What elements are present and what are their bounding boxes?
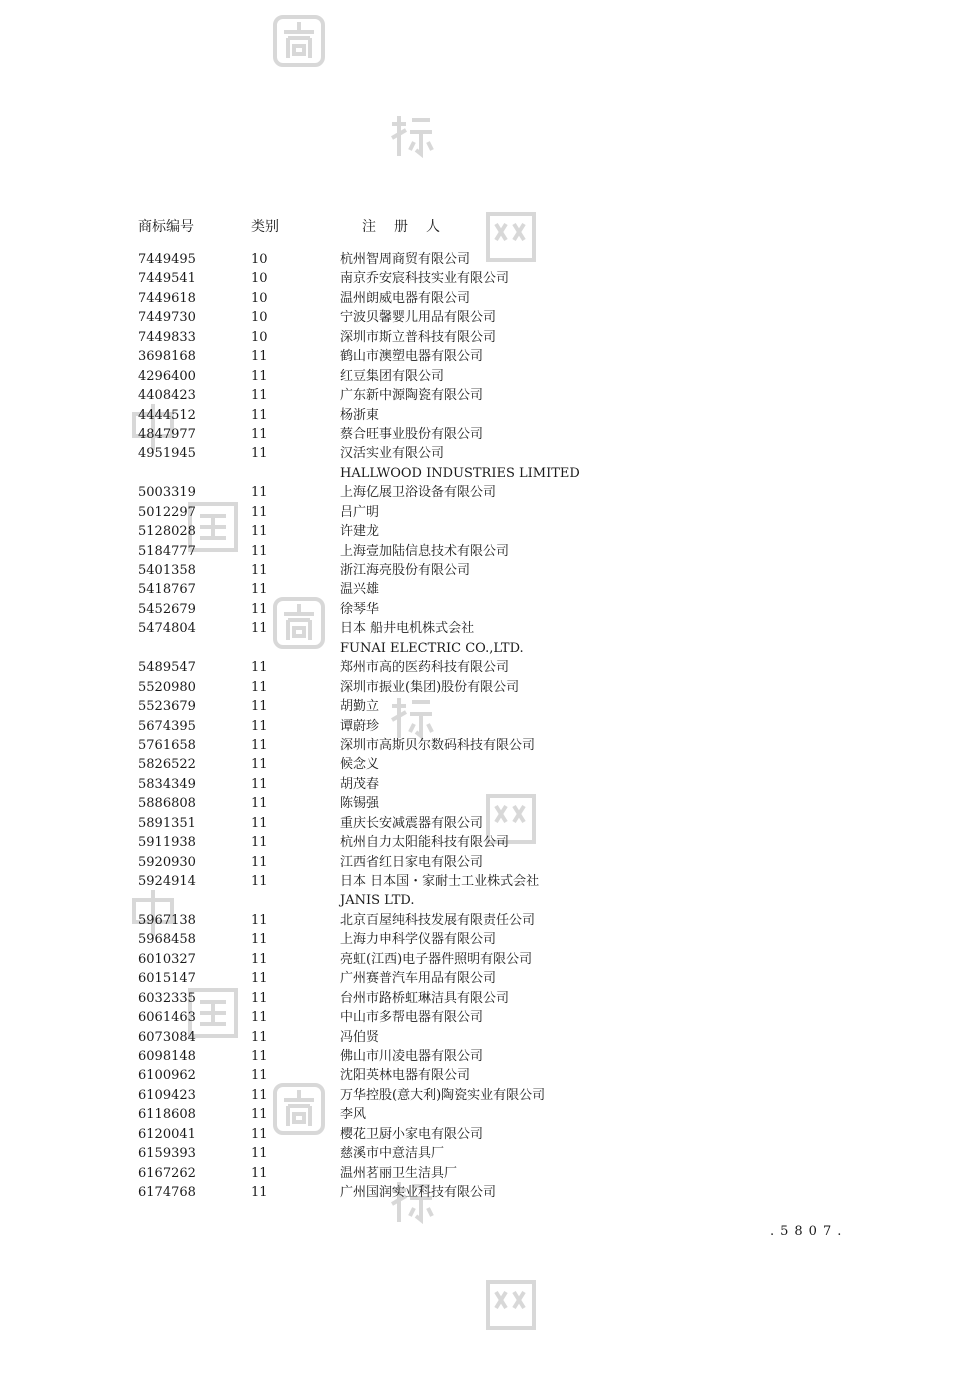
table-row xyxy=(0,600,980,619)
trademark-number: 6109423 xyxy=(138,1087,196,1103)
trademark-list xyxy=(0,250,980,1202)
registrant-name: 冯伯贤 xyxy=(340,1029,380,1045)
registrant-name: 温兴雄 xyxy=(340,582,380,598)
trademark-number: 6167262 xyxy=(138,1165,196,1181)
table-row xyxy=(0,367,980,386)
trademark-number: 5826522 xyxy=(138,757,196,773)
trademark-class: 11 xyxy=(251,660,268,676)
registrant-name: 吕广明 xyxy=(340,504,380,520)
table-row xyxy=(0,755,980,774)
table-row xyxy=(0,639,980,658)
trademark-class: 10 xyxy=(251,310,268,326)
trademark-number: 6015147 xyxy=(138,971,196,987)
registrant-name: 陈锡强 xyxy=(340,796,380,812)
trademark-class: 11 xyxy=(251,971,268,987)
trademark-class: 11 xyxy=(251,1068,268,1084)
header-number: 商标编号 xyxy=(138,219,194,235)
table-row xyxy=(0,891,980,910)
registrant-name: 温州茗丽卫生洁具厂 xyxy=(340,1165,458,1181)
trademark-class: 11 xyxy=(251,679,268,695)
trademark-number: 5184777 xyxy=(138,543,196,559)
trademark-number: 6159393 xyxy=(138,1146,196,1162)
table-row xyxy=(0,930,980,949)
table-row xyxy=(0,717,980,736)
trademark-class: 11 xyxy=(251,349,268,365)
registrant-name: 徐琴华 xyxy=(340,601,380,617)
trademark-number: 7449833 xyxy=(138,329,196,345)
table-row xyxy=(0,950,980,969)
table-row xyxy=(0,658,980,677)
trademark-class: 11 xyxy=(251,1087,268,1103)
table-row xyxy=(0,678,980,697)
trademark-number: 6010327 xyxy=(138,951,196,967)
registrant-name: JANIS LTD. xyxy=(340,893,415,909)
registrant-name: 台州市路桥虹琳洁具有限公司 xyxy=(340,990,510,1006)
trademark-number: 5452679 xyxy=(138,601,196,617)
table-row xyxy=(0,1144,980,1163)
registrant-name: 杭州自力太阳能科技有限公司 xyxy=(340,835,510,851)
registrant-name: 樱花卫厨小家电有限公司 xyxy=(340,1126,484,1142)
registrant-name: HALLWOOD INDUSTRIES LIMITED xyxy=(340,465,580,481)
registrant-name: 许建龙 xyxy=(340,524,380,540)
trademark-class: 11 xyxy=(251,524,268,540)
trademark-class: 11 xyxy=(251,912,268,928)
trademark-number: 5761658 xyxy=(138,737,196,753)
trademark-class: 11 xyxy=(251,1165,268,1181)
registrant-name: 汉活实业有限公司 xyxy=(340,446,445,462)
trademark-class: 11 xyxy=(251,1048,268,1064)
trademark-number: 5920930 xyxy=(138,854,196,870)
header-class: 类别 xyxy=(251,219,279,235)
trademark-number: 5911938 xyxy=(138,835,196,851)
trademark-number: 4444512 xyxy=(138,407,196,423)
trademark-class: 11 xyxy=(251,1146,268,1162)
trademark-number: 7449541 xyxy=(138,271,196,287)
trademark-class: 11 xyxy=(251,368,268,384)
registrant-name: 慈溪市中意洁具厂 xyxy=(340,1146,445,1162)
table-row xyxy=(0,464,980,483)
table-row xyxy=(0,1125,980,1144)
trademark-number: 6073084 xyxy=(138,1029,196,1045)
table-row xyxy=(0,814,980,833)
trademark-class: 11 xyxy=(251,874,268,889)
table-row xyxy=(0,794,980,813)
registrant-name: 蔡合旺事业股份有限公司 xyxy=(340,426,484,442)
table-row xyxy=(0,989,980,1008)
registrant-name: 宁波贝馨婴儿用品有限公司 xyxy=(340,310,497,326)
registrant-name: 谭蔚珍 xyxy=(340,718,380,734)
watermark-biao-icon xyxy=(384,110,438,164)
page-number: .5807. xyxy=(770,1224,848,1239)
trademark-class: 11 xyxy=(251,446,268,462)
trademark-class: 11 xyxy=(251,485,268,501)
trademark-class: 11 xyxy=(251,737,268,753)
registrant-name: 上海力申科学仪器有限公司 xyxy=(340,932,497,948)
table-row xyxy=(0,619,980,638)
trademark-class: 11 xyxy=(251,407,268,423)
table-row xyxy=(0,503,980,522)
trademark-class: 11 xyxy=(251,699,268,715)
trademark-number: 7449730 xyxy=(138,310,196,326)
trademark-class: 11 xyxy=(251,990,268,1006)
table-row xyxy=(0,483,980,502)
trademark-number: 5967138 xyxy=(138,912,196,928)
trademark-class: 10 xyxy=(251,271,268,287)
trademark-number: 7449618 xyxy=(138,290,196,306)
table-row xyxy=(0,1164,980,1183)
table-row xyxy=(0,1086,980,1105)
trademark-number: 4408423 xyxy=(138,388,196,404)
table-row xyxy=(0,580,980,599)
trademark-number: 6032335 xyxy=(138,990,196,1006)
trademark-number: 7449495 xyxy=(138,252,196,267)
registrant-name: 鹤山市澳塑电器有限公司 xyxy=(340,349,484,365)
registrant-name: 李风 xyxy=(340,1107,367,1123)
table-row xyxy=(0,269,980,288)
trademark-number: 5489547 xyxy=(138,660,196,676)
trademark-number: 6118608 xyxy=(138,1107,196,1123)
table-row xyxy=(0,1105,980,1124)
table-row xyxy=(0,1047,980,1066)
trademark-class: 11 xyxy=(251,1029,268,1045)
registrant-name: 上海壹加陆信息技术有限公司 xyxy=(340,543,510,559)
table-row xyxy=(0,833,980,852)
trademark-number: 4296400 xyxy=(138,368,196,384)
trademark-class: 11 xyxy=(251,796,268,812)
trademark-class: 11 xyxy=(251,563,268,578)
trademark-class: 11 xyxy=(251,835,268,851)
registrant-name: 中山市多帮电器有限公司 xyxy=(340,1010,484,1026)
table-row xyxy=(0,289,980,308)
trademark-number: 5834349 xyxy=(138,776,196,792)
registrant-name: 广州国润实业科技有限公司 xyxy=(340,1185,497,1200)
registrant-name: 南京乔安宸科技实业有限公司 xyxy=(340,271,510,287)
trademark-number: 5418767 xyxy=(138,582,196,598)
trademark-number: 5128028 xyxy=(138,524,196,540)
trademark-class: 11 xyxy=(251,582,268,598)
trademark-class: 10 xyxy=(251,290,268,306)
trademark-class: 11 xyxy=(251,776,268,792)
registrant-name: 上海亿展卫浴设备有限公司 xyxy=(340,485,497,501)
registrant-name: 郑州市高的医药科技有限公司 xyxy=(340,660,510,676)
registrant-name: 胡勤立 xyxy=(340,699,380,715)
table-row xyxy=(0,1008,980,1027)
trademark-class: 11 xyxy=(251,1010,268,1026)
registrant-name: 温州朗威电器有限公司 xyxy=(340,290,471,306)
table-row xyxy=(0,425,980,444)
trademark-number: 6174768 xyxy=(138,1185,196,1200)
trademark-class: 11 xyxy=(251,854,268,870)
registrant-name: FUNAI ELECTRIC CO.,LTD. xyxy=(340,640,524,656)
trademark-class: 11 xyxy=(251,543,268,559)
table-row xyxy=(0,347,980,366)
registrant-name: 浙江海亮股份有限公司 xyxy=(340,563,471,578)
table-row xyxy=(0,1066,980,1085)
trademark-class: 10 xyxy=(251,329,268,345)
registrant-name: 北京百屋纯科技发展有限责任公司 xyxy=(340,912,536,928)
table-row xyxy=(0,1183,980,1202)
registrant-name: 红豆集团有限公司 xyxy=(340,368,445,384)
registrant-name: 杭州智周商贸有限公司 xyxy=(340,252,471,267)
trademark-number: 5891351 xyxy=(138,815,196,831)
table-header xyxy=(0,216,980,236)
trademark-number: 6120041 xyxy=(138,1126,196,1142)
trademark-number: 6061463 xyxy=(138,1010,196,1026)
trademark-number: 6100962 xyxy=(138,1068,196,1084)
trademark-number: 4951945 xyxy=(138,446,196,462)
registrant-name: 候念义 xyxy=(340,757,380,773)
registrant-name: 沈阳英林电器有限公司 xyxy=(340,1068,471,1084)
registrant-name: 日本 日本国・家耐士工业株式会社 xyxy=(340,874,540,889)
table-row xyxy=(0,911,980,930)
table-row xyxy=(0,386,980,405)
trademark-class: 11 xyxy=(251,951,268,967)
registrant-name: 亮虹(江西)电子器件照明有限公司 xyxy=(340,951,533,967)
trademark-class: 10 xyxy=(251,252,268,267)
table-row xyxy=(0,853,980,872)
trademark-number: 5520980 xyxy=(138,679,196,695)
table-row xyxy=(0,328,980,347)
table-row xyxy=(0,872,980,891)
watermark-shang-icon xyxy=(272,14,326,68)
trademark-number: 3698168 xyxy=(138,349,196,365)
trademark-class: 11 xyxy=(251,1107,268,1123)
registrant-name: 万华控股(意大利)陶瓷实业有限公司 xyxy=(340,1087,546,1103)
trademark-number: 5474804 xyxy=(138,621,196,637)
trademark-class: 11 xyxy=(251,718,268,734)
registrant-name: 深圳市振业(集团)股份有限公司 xyxy=(340,679,520,695)
registrant-name: 江西省红日家电有限公司 xyxy=(340,854,484,870)
trademark-class: 11 xyxy=(251,757,268,773)
trademark-number: 5674395 xyxy=(138,718,196,734)
registrant-name: 深圳市高斯贝尔数码科技有限公司 xyxy=(340,737,536,753)
trademark-number: 5012297 xyxy=(138,504,196,520)
table-row xyxy=(0,969,980,988)
registrant-name: 重庆长安减震器有限公司 xyxy=(340,815,484,831)
header-registrant: 注册人 xyxy=(362,219,458,235)
trademark-class: 11 xyxy=(251,621,268,637)
trademark-number: 5523679 xyxy=(138,699,196,715)
watermark-wang-icon xyxy=(484,1278,538,1332)
table-row xyxy=(0,542,980,561)
trademark-class: 11 xyxy=(251,1126,268,1142)
trademark-number: 5003319 xyxy=(138,485,196,501)
table-row xyxy=(0,308,980,327)
registrant-name: 杨浙東 xyxy=(340,407,380,423)
table-row xyxy=(0,444,980,463)
table-row xyxy=(0,1028,980,1047)
trademark-number: 5401358 xyxy=(138,563,196,578)
trademark-class: 11 xyxy=(251,426,268,442)
registrant-name: 广州赛普汽车用品有限公司 xyxy=(340,971,497,987)
table-row xyxy=(0,250,980,269)
table-row xyxy=(0,697,980,716)
table-row xyxy=(0,522,980,541)
registrant-name: 胡茂春 xyxy=(340,776,380,792)
registrant-name: 日本 船井电机株式会社 xyxy=(340,621,475,637)
trademark-number: 5968458 xyxy=(138,932,196,948)
table-row xyxy=(0,561,980,580)
registrant-name: 深圳市斯立普科技有限公司 xyxy=(340,329,497,345)
table-row xyxy=(0,775,980,794)
trademark-class: 11 xyxy=(251,815,268,831)
trademark-number: 5886808 xyxy=(138,796,196,812)
table-row xyxy=(0,406,980,425)
table-row xyxy=(0,736,980,755)
trademark-class: 11 xyxy=(251,504,268,520)
registrant-name: 佛山市川凌电器有限公司 xyxy=(340,1048,484,1064)
trademark-number: 5924914 xyxy=(138,874,196,889)
trademark-number: 6098148 xyxy=(138,1048,196,1064)
trademark-class: 11 xyxy=(251,601,268,617)
trademark-class: 11 xyxy=(251,932,268,948)
trademark-class: 11 xyxy=(251,388,268,404)
trademark-number: 4847977 xyxy=(138,426,196,442)
registrant-name: 广东新中源陶瓷有限公司 xyxy=(340,388,484,404)
trademark-class: 11 xyxy=(251,1185,268,1200)
